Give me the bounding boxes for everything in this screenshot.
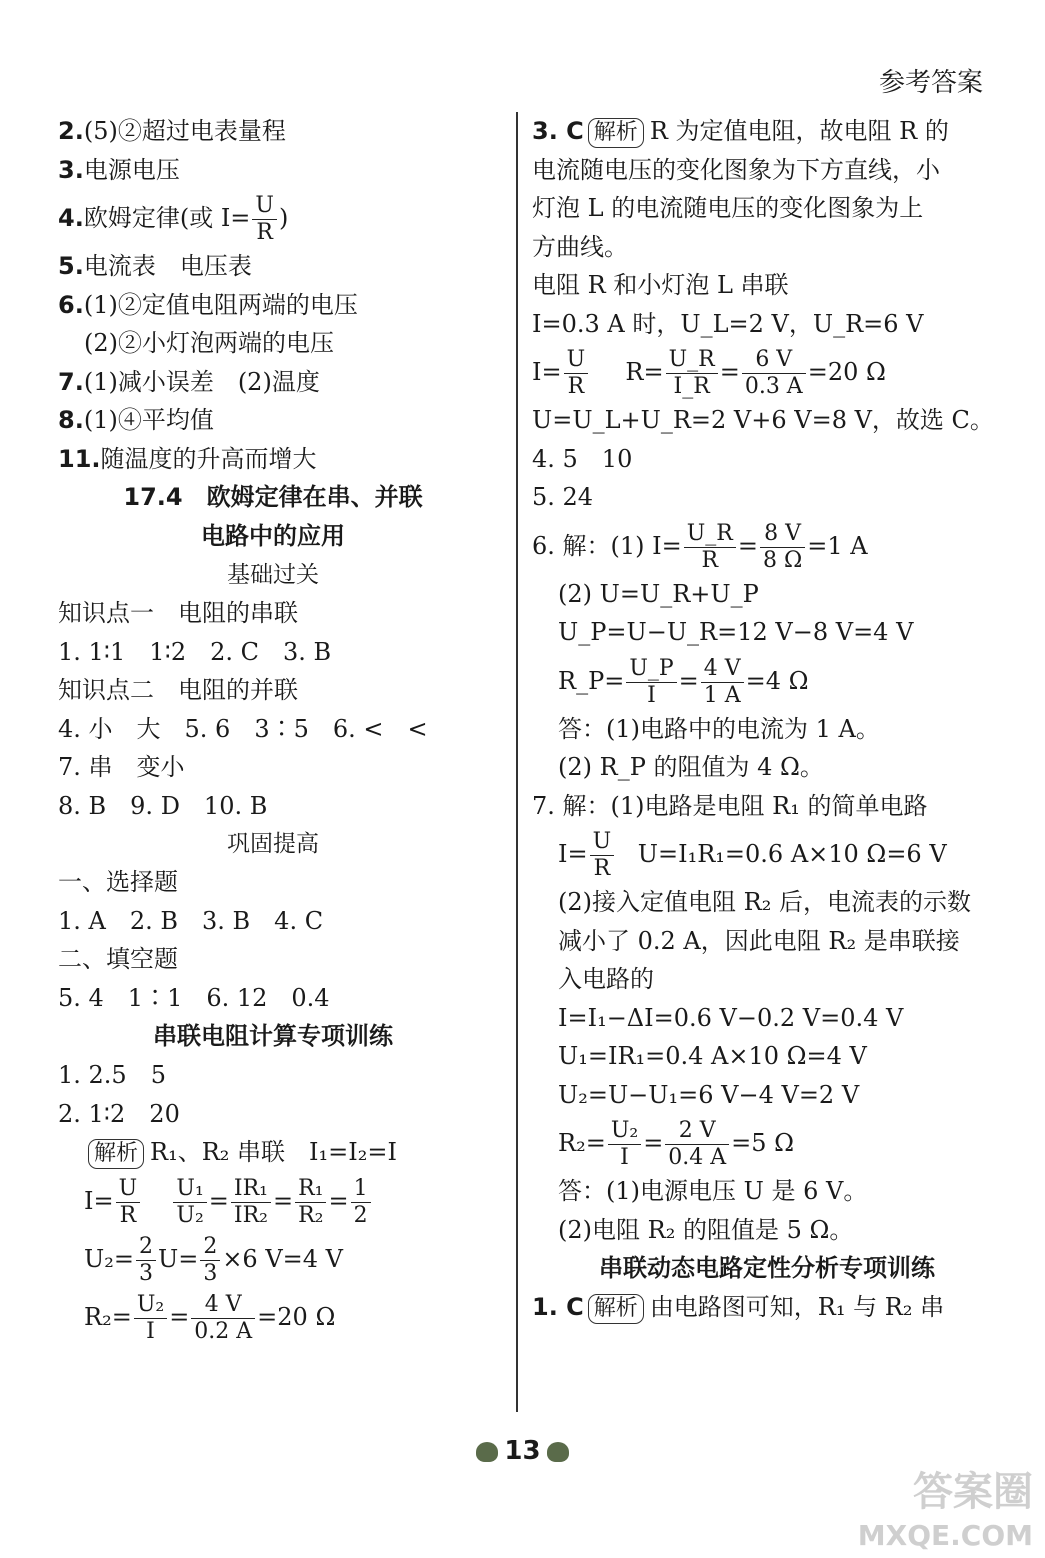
answer-line: 2. 1∶2 20 — [58, 1099, 180, 1128]
solution-line: U_P=U−U_R=12 V−8 V=4 V — [558, 618, 914, 646]
formula-line: 6. 解：(1) I= $\frac{U\_R}{R}$ = $\frac{8 V}{8 \Omega}$ =1 A — [532, 520, 868, 573]
analysis-line: 电阻 R 和小灯泡 L 串联 — [532, 271, 789, 299]
question-type: 二、填空题 — [58, 945, 178, 973]
formula-line: I= $\frac{U}{R}$ U=I₁R₁=0.6 A×10 Ω=6 V — [558, 829, 947, 881]
solution-line: (2) R_P 的阻值为 4 Ω。 — [558, 753, 824, 781]
knowledge-point: 知识点二 电阻的并联 — [58, 676, 298, 704]
formula-line: U₂= $\frac{2}{3}$ U= $\frac{2}{3}$ ×6 V=4 V — [84, 1233, 343, 1286]
solution-line: 减小了 0.2 A，因此电阻 R₂ 是串联接 — [558, 926, 960, 955]
leaf-icon — [547, 1442, 569, 1462]
solution-line: (2)接入定值电阻 R₂ 后，电流表的示数 — [558, 888, 971, 916]
solution-line: 答：(1)电源电压 U 是 6 V。 — [558, 1177, 868, 1205]
right-column — [532, 112, 1002, 1327]
analysis-line: U=U_L+U_R=2 V+6 V=8 V，故选 C。 — [532, 406, 994, 434]
answer-line: 3.电源电压 — [58, 155, 180, 184]
answer-line: 2.(5)②超过电表量程 — [58, 117, 286, 145]
analysis-line: 电流随电压的变化图象为下方直线，小 — [532, 155, 940, 184]
watermark: 答案圈 MXQE.COM — [857, 1469, 1033, 1552]
solution-line: (2)电阻 R₂ 的阻值是 5 Ω。 — [558, 1215, 854, 1244]
answer-line: 5. 4 1∶1 6. 12 0.4 — [58, 983, 330, 1012]
page-header: 参考答案 — [878, 68, 983, 98]
answer-line: 11.随温度的升高而增大 — [58, 444, 317, 473]
section-title: 电路中的应用 — [201, 522, 345, 550]
page-number: 13 — [504, 1436, 541, 1466]
question-type: 一、选择题 — [58, 868, 178, 896]
analysis-line: 1. C 解析 由电路图可知，R₁ 与 R₂ 串 — [532, 1288, 1002, 1327]
solution-line: I=I₁−ΔI=0.6 V−0.2 V=0.4 V — [558, 1003, 904, 1032]
answer-line: 4. 小 大 5. 6 3∶5 6. < < — [58, 714, 428, 743]
answer-line: 5.电流表 电压表 — [58, 252, 252, 280]
section-title: 串联电阻计算专项训练 — [153, 1022, 393, 1050]
analysis-tag: 解析 — [588, 1294, 644, 1324]
subsection-title: 基础过关 — [227, 562, 319, 588]
answer-line: 5. 24 — [532, 483, 594, 511]
leaf-icon — [476, 1442, 498, 1462]
answer-line: 1. 1∶1 1∶2 2. C 3. B — [58, 637, 332, 666]
solution-line: (2) U=U_R+U_P — [558, 579, 759, 608]
solution-line: 答：(1)电路中的电流为 1 A。 — [558, 714, 880, 743]
analysis-line: 解析 R₁、R₂ 串联 I₁=I₂=I — [58, 1133, 488, 1172]
formula-line: R₂= $\frac{\text{U₂}}{I}$ = $\frac{4 V}{0.2 A}$ =20 Ω — [84, 1291, 336, 1344]
solution-line: U₁=IR₁=0.4 A×10 Ω=4 V — [558, 1042, 867, 1070]
solution-line: 入电路的 — [558, 965, 654, 993]
answer-line: 7.(1)减小误差 (2)温度 — [58, 367, 320, 396]
solution-line: U₂=U−U₁=6 V−4 V=2 V — [558, 1080, 860, 1109]
column-divider — [516, 112, 518, 1412]
answer-line: 4.欧姆定律(或 I= $\frac{U}{R}$ ) — [58, 193, 289, 245]
formula-line: I= $\frac{U}{R}$ R= $\frac{U\_R}{I\_R}$ = $\frac{6 V}{0.3 A}$ =20 Ω — [532, 347, 886, 399]
answer-line: 6.(1)②定值电阻两端的电压 — [58, 290, 358, 319]
section-title: 串联动态电路定性分析专项训练 — [599, 1254, 935, 1282]
answer-line: 1. 2.5 5 — [58, 1061, 166, 1089]
analysis-tag: 解析 — [588, 118, 644, 148]
formula-line: R₂= $\frac{\text{U₂}}{I}$ = $\frac{2 V}{0.4 A}$ =5 Ω — [558, 1118, 795, 1170]
analysis-line: I=0.3 A 时，U_L=2 V，U_R=6 V — [532, 309, 924, 338]
answer-line: 8.(1)④平均值 — [58, 406, 214, 434]
page-footer — [0, 1436, 1045, 1466]
formula-line: I= $\frac{U}{R}$ $\frac{\text{U₁}}{\text{U₂}}$ = $\frac{\text{IR₁}}{\text{IR₂}}$ = $\frac{\text{R₁}}{\text{R₂}}$ = $\frac{1}{2}$ — [58, 1172, 488, 1230]
answer-line: 4. 5 10 — [532, 444, 633, 473]
left-column — [58, 112, 488, 1346]
answer-line: 7. 串 变小 — [58, 753, 185, 781]
answer-line: (2)②小灯泡两端的电压 — [84, 329, 334, 357]
section-title: 17.4 欧姆定律在串、并联 — [123, 483, 423, 511]
subsection-title: 巩固提高 — [227, 831, 319, 857]
analysis-tag: 解析 — [88, 1139, 144, 1169]
analysis-line: 灯泡 L 的电流随电压的变化图象为上 — [532, 194, 924, 222]
solution-line: 7. 解：(1)电路是电阻 R₁ 的简单电路 — [532, 791, 928, 820]
formula-line: R_P= $\frac{U\_P}{I}$ = $\frac{4 V}{1 A}$ =4 Ω — [558, 655, 809, 708]
fraction: $\frac{U}{R}$ — [252, 193, 277, 246]
answer-line: 8. B 9. D 10. B — [58, 791, 268, 820]
analysis-line: 方曲线。 — [532, 232, 628, 261]
answer-line: 1. A 2. B 3. B 4. C — [58, 906, 324, 935]
analysis-line: 3. C 解析 R 为定值电阻，故电阻 R 的 — [532, 112, 1002, 151]
knowledge-point: 知识点一 电阻的串联 — [58, 599, 298, 627]
